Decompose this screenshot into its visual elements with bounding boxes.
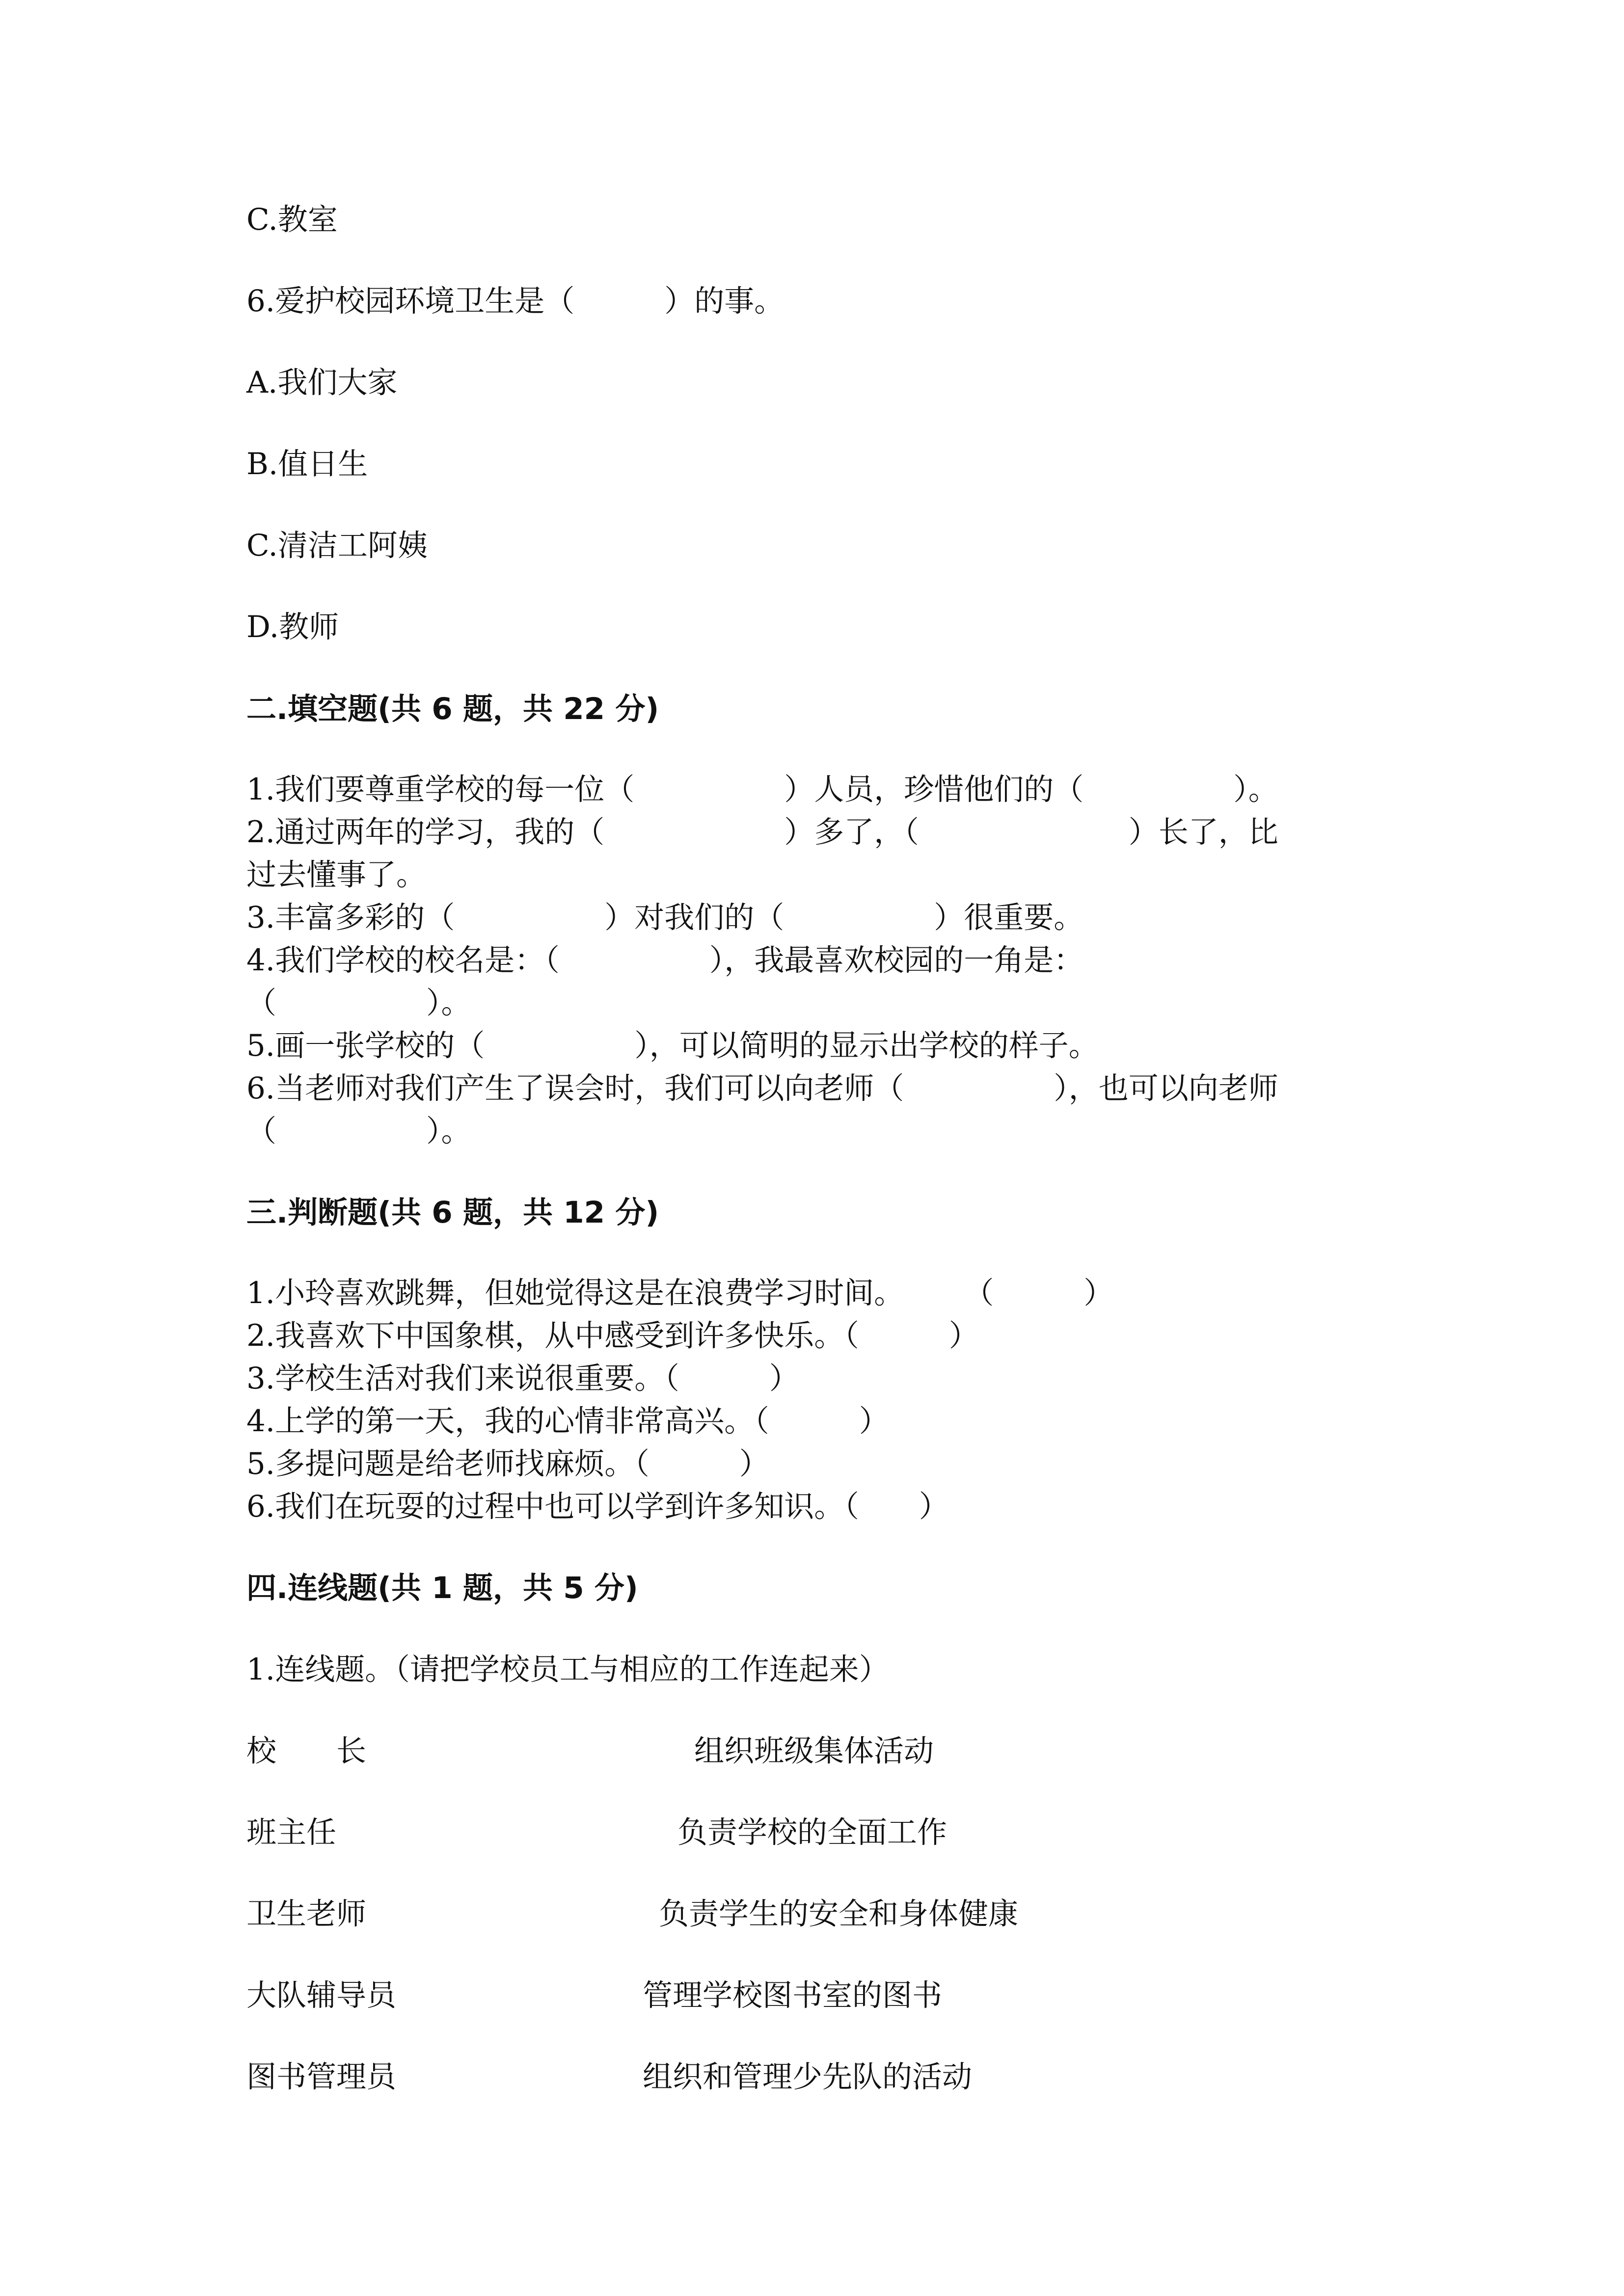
q6-stem: 6.爱护校园环境卫生是（ ）的事。 <box>246 284 785 319</box>
q6-option-c: C.清洁工阿姨 <box>246 528 428 563</box>
judgement-line: 5.多提问题是给老师找麻烦。（ ） <box>246 1446 769 1481</box>
q5-option-c: C.教室 <box>246 202 338 237</box>
matching-right-item: 组织和管理少先队的活动 <box>643 2059 973 2094</box>
fill-blank-line: 5.画一张学校的（ ），可以简明的显示出学校的样子。 <box>246 1028 1099 1063</box>
judgement-line: 4.上学的第一天，我的心情非常高兴。（ ） <box>246 1404 889 1439</box>
fill-blank-line: 6.当老师对我们产生了误会时，我们可以向老师（ ），也可以向老师 <box>246 1071 1278 1106</box>
fill-blank-line: 3.丰富多彩的（ ）对我们的（ ）很重要。 <box>246 900 1084 935</box>
q6-option-b: B.值日生 <box>246 447 368 481</box>
matching-question: 1.连线题。（请把学校员工与相应的工作连起来） <box>246 1652 889 1687</box>
matching-left-item: 校 长 <box>246 1734 367 1768</box>
fill-blank-line: 1.我们要尊重学校的每一位（ ）人员，珍惜他们的（ ）。 <box>246 772 1278 807</box>
judgement-line: 3.学校生活对我们来说很重要。（ ） <box>246 1361 799 1396</box>
q6-option-d: D.教师 <box>246 610 339 644</box>
fill-blank-line: 2.通过两年的学习，我的（ ）多了，（ ）长了，比 <box>246 815 1278 850</box>
q6-option-a: A.我们大家 <box>246 365 398 400</box>
matching-right-item: 管理学校图书室的图书 <box>643 1978 943 2013</box>
section-matching-heading: 四.连线题(共 1 题，共 5 分) <box>246 1571 638 1605</box>
judgement-line: 1.小玲喜欢跳舞，但她觉得这是在浪费学习时间。 （ ） <box>246 1276 1114 1310</box>
judgement-line: 2.我喜欢下中国象棋，从中感受到许多快乐。（ ） <box>246 1318 979 1353</box>
matching-left-item: 图书管理员 <box>246 2059 397 2094</box>
matching-left-item: 大队辅导员 <box>246 1978 397 2013</box>
fill-blank-line: （ ）。 <box>246 1114 471 1148</box>
fill-blank-line: （ ）。 <box>246 986 471 1020</box>
matching-left-item: 卫生老师 <box>246 1896 367 1931</box>
fill-blank-line: 过去懂事了。 <box>246 857 427 892</box>
matching-right-item: 组织班级集体活动 <box>694 1734 934 1768</box>
matching-right-item: 负责学生的安全和身体健康 <box>659 1896 1019 1931</box>
matching-right-item: 负责学校的全面工作 <box>677 1815 947 1850</box>
judgement-line: 6.我们在玩耍的过程中也可以学到许多知识。（ ） <box>246 1489 949 1524</box>
fill-blank-line: 4.我们学校的校名是：（ ），我最喜欢校园的一角是： <box>246 943 1084 978</box>
section-fill-blank-heading: 二.填空题(共 6 题，共 22 分) <box>246 692 659 726</box>
section-judgement-heading: 三.判断题(共 6 题，共 12 分) <box>246 1195 659 1230</box>
matching-left-item: 班主任 <box>246 1815 337 1850</box>
